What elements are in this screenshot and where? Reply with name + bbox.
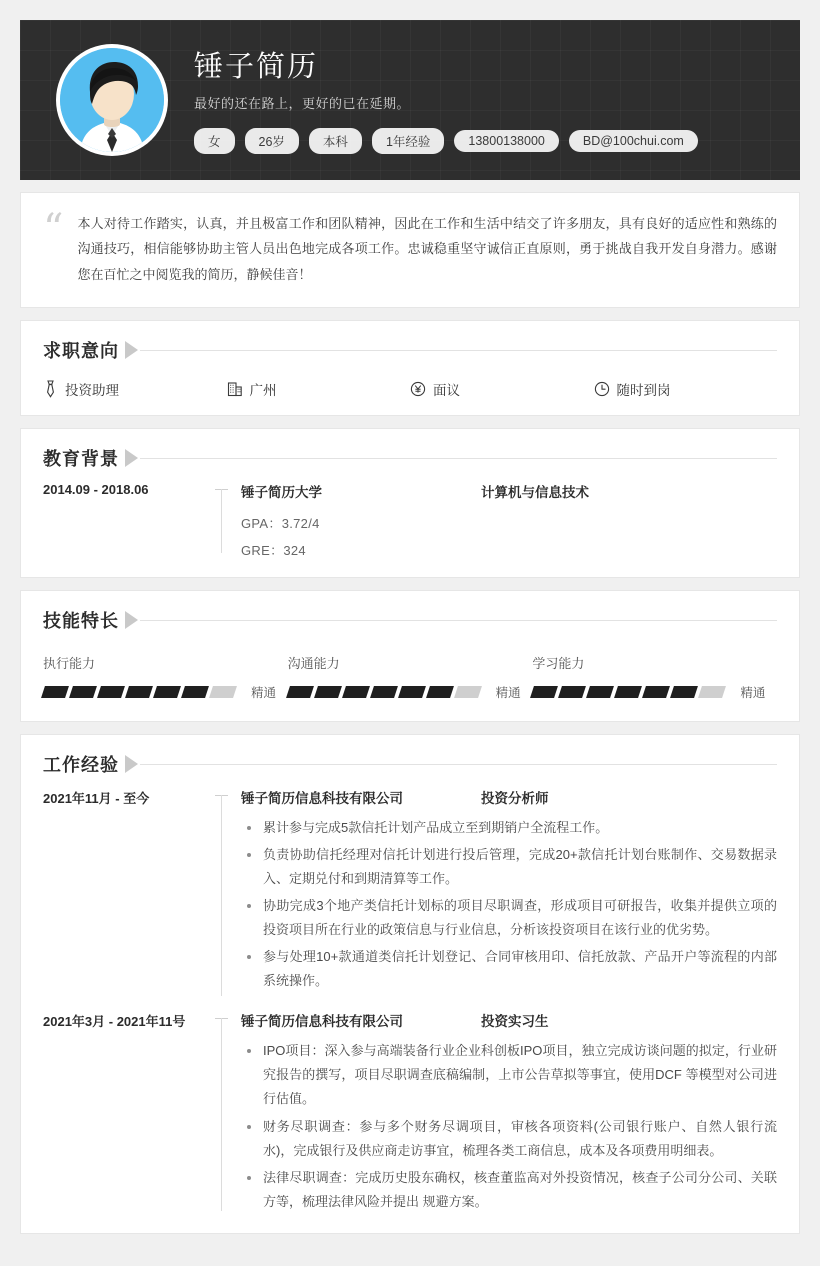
tag-phone: 13800138000 (454, 130, 558, 152)
section-title: 教育背景 (43, 449, 119, 470)
work-entry (43, 1010, 777, 1232)
skill-segment-filled (642, 686, 670, 698)
section-arrow-icon (125, 449, 138, 467)
tag-education: 本科 (309, 128, 362, 154)
section-divider (140, 620, 777, 621)
timeline-marker (203, 787, 239, 996)
section-arrow-icon (125, 341, 138, 359)
work-bullet: 法律尽职调查：完成历史股东确权，核查董监高对外投资情况，核查子公司分公司、关联方等，梳理法律风险并提出 规避方案。 (241, 1166, 777, 1214)
skills-header (43, 591, 777, 643)
education-date: 2014.09 - 2018.06 (43, 482, 149, 498)
self-introduction-text: 本人对待工作踏实，认真，并且极富工作和团队精神，因此在工作和生活中结交了许多朋友，具有良好的适应性和熟练的沟通技巧，相信能够协助主管人员出色地完成各项工作。忠诚稳重坚守诚信正直原则，勇于挑战自我开发自身潜力。感谢您在百忙之中阅览我的简历，静候佳音！ (77, 216, 777, 282)
work-bullet: 协助完成3个地产类信托计划标的项目尽职调查，形成项目可研报告，收集并提供立项的投资项目所在行业的政策信息与行业信息，分析该投资项目在该行业的优劣势。 (241, 894, 777, 942)
intent-availability (594, 379, 778, 399)
work-bullet: IPO项目：深入参与高端装备行业企业科创板IPO项目，独立完成访谈问题的拟定，行业研究报告的撰写，项目尽职调查底稿编制，上市公告草拟等事宜，使用DCF 等模型对公司进行估值。 (241, 1039, 777, 1111)
work-experience-header (43, 735, 777, 787)
section-title: 求职意向 (43, 341, 119, 362)
work-company: 锤子简历信息科技有限公司 (241, 1014, 403, 1030)
skill-segment-filled (97, 686, 125, 698)
skill-segment-filled (153, 686, 181, 698)
skill-meter (532, 683, 777, 701)
skill-level: 精通 (495, 686, 521, 701)
education-school: 锤子简历大学 (241, 485, 322, 501)
skill-segment-filled (614, 686, 642, 698)
skill-segment-filled (670, 686, 698, 698)
skill-level: 精通 (740, 686, 766, 701)
skill-segment-empty (454, 686, 482, 698)
work-bullet: 累计参与完成5款信托计划产品成立至到期销户全流程工作。 (241, 816, 777, 840)
self-introduction-card (20, 192, 800, 308)
page-title: 锤子简历 (194, 51, 319, 84)
skills-card (20, 590, 800, 722)
job-intention-card (20, 320, 800, 416)
work-experience-card (20, 734, 800, 1234)
intent-city-label: 广州 (249, 383, 277, 399)
necktie-icon (43, 380, 58, 398)
skill-name: 沟通能力 (287, 656, 340, 672)
skill-segment-empty (209, 686, 237, 698)
work-bullets (241, 1039, 777, 1213)
work-company: 锤子简历信息科技有限公司 (241, 791, 403, 807)
education-gre: GRE：324 (241, 543, 306, 559)
intent-city (227, 379, 411, 399)
profile-tags (194, 128, 776, 154)
intent-salary (410, 379, 594, 399)
education-entry (43, 481, 777, 577)
yen-circle-icon (410, 381, 426, 397)
skill-segment-filled (586, 686, 614, 698)
timeline-marker (203, 1010, 239, 1216)
section-arrow-icon (125, 611, 138, 629)
intent-salary-label: 面议 (433, 383, 460, 399)
quote-icon: “ (43, 206, 64, 252)
building-icon (227, 381, 243, 397)
skills-list (43, 643, 777, 721)
section-divider (140, 764, 777, 765)
skill-meter (288, 683, 533, 701)
skill-segment-filled (426, 686, 454, 698)
skill-segment-filled (342, 686, 370, 698)
education-major: 计算机与信息技术 (481, 485, 589, 501)
skill-segment-filled (181, 686, 209, 698)
header-info (194, 46, 776, 154)
resume-header (20, 20, 800, 180)
section-title: 工作经验 (43, 755, 119, 776)
person-avatar-icon (60, 48, 164, 152)
skill-level: 精通 (251, 686, 277, 701)
skill-segment-filled (69, 686, 97, 698)
skill-segment-filled (530, 686, 558, 698)
intent-position (43, 379, 227, 399)
tag-experience: 1年经验 (372, 128, 444, 154)
skill-name: 执行能力 (43, 656, 96, 672)
work-bullet: 参与处理10+款通道类信托计划登记、合同审核用印、信托放款、产品开户等流程的内部系统操作。 (241, 945, 777, 993)
skill-segment-empty (698, 686, 726, 698)
timeline-marker (203, 481, 239, 559)
work-role: 投资分析师 (481, 791, 549, 807)
section-title: 技能特长 (43, 611, 119, 632)
work-bullets (241, 816, 777, 993)
avatar (56, 44, 168, 156)
skill-segment-filled (286, 686, 314, 698)
skill-item (43, 653, 288, 701)
skill-segment-filled (125, 686, 153, 698)
skill-segment-filled (370, 686, 398, 698)
section-divider (140, 350, 777, 351)
slogan: 最好的还在路上，更好的已在延期。 (194, 95, 411, 111)
work-role: 投资实习生 (481, 1014, 549, 1030)
intent-availability-label: 随时到岗 (616, 383, 671, 399)
work-date: 2021年3月 - 2021年11号 (43, 1014, 186, 1030)
job-intention-list (43, 373, 777, 415)
tag-age: 26岁 (245, 128, 299, 154)
skill-item (288, 653, 533, 701)
section-arrow-icon (125, 755, 138, 773)
work-date: 2021年11月 - 至今 (43, 791, 150, 807)
education-header (43, 429, 777, 481)
skill-segment-filled (314, 686, 342, 698)
intent-position-label: 投资助理 (65, 383, 119, 399)
skill-segment-filled (41, 686, 69, 698)
skill-name: 学习能力 (532, 656, 585, 672)
work-bullet: 负责协助信托经理对信托计划进行投后管理，完成20+款信托计划台账制作、交易数据录入、定期兑付和到期清算等工作。 (241, 843, 777, 891)
work-entry (43, 787, 777, 1010)
education-gpa: GPA：3.72/4 (241, 516, 320, 532)
skill-segment-filled (558, 686, 586, 698)
education-card (20, 428, 800, 578)
skill-segment-filled (398, 686, 426, 698)
tag-gender: 女 (194, 128, 235, 154)
work-bullet: 财务尽职调查：参与多个财务尽调项目，审核各项资料(公司银行账户、自然人银行流水)，完成银行及供应商走访事宜，梳理各类工商信息，成本及各项费用明细表。 (241, 1115, 777, 1163)
skill-item (532, 653, 777, 701)
skill-meter (43, 683, 288, 701)
clock-icon (594, 381, 610, 397)
job-intention-header (43, 321, 777, 373)
tag-email: BD@100chui.com (569, 130, 698, 152)
section-divider (140, 458, 777, 459)
